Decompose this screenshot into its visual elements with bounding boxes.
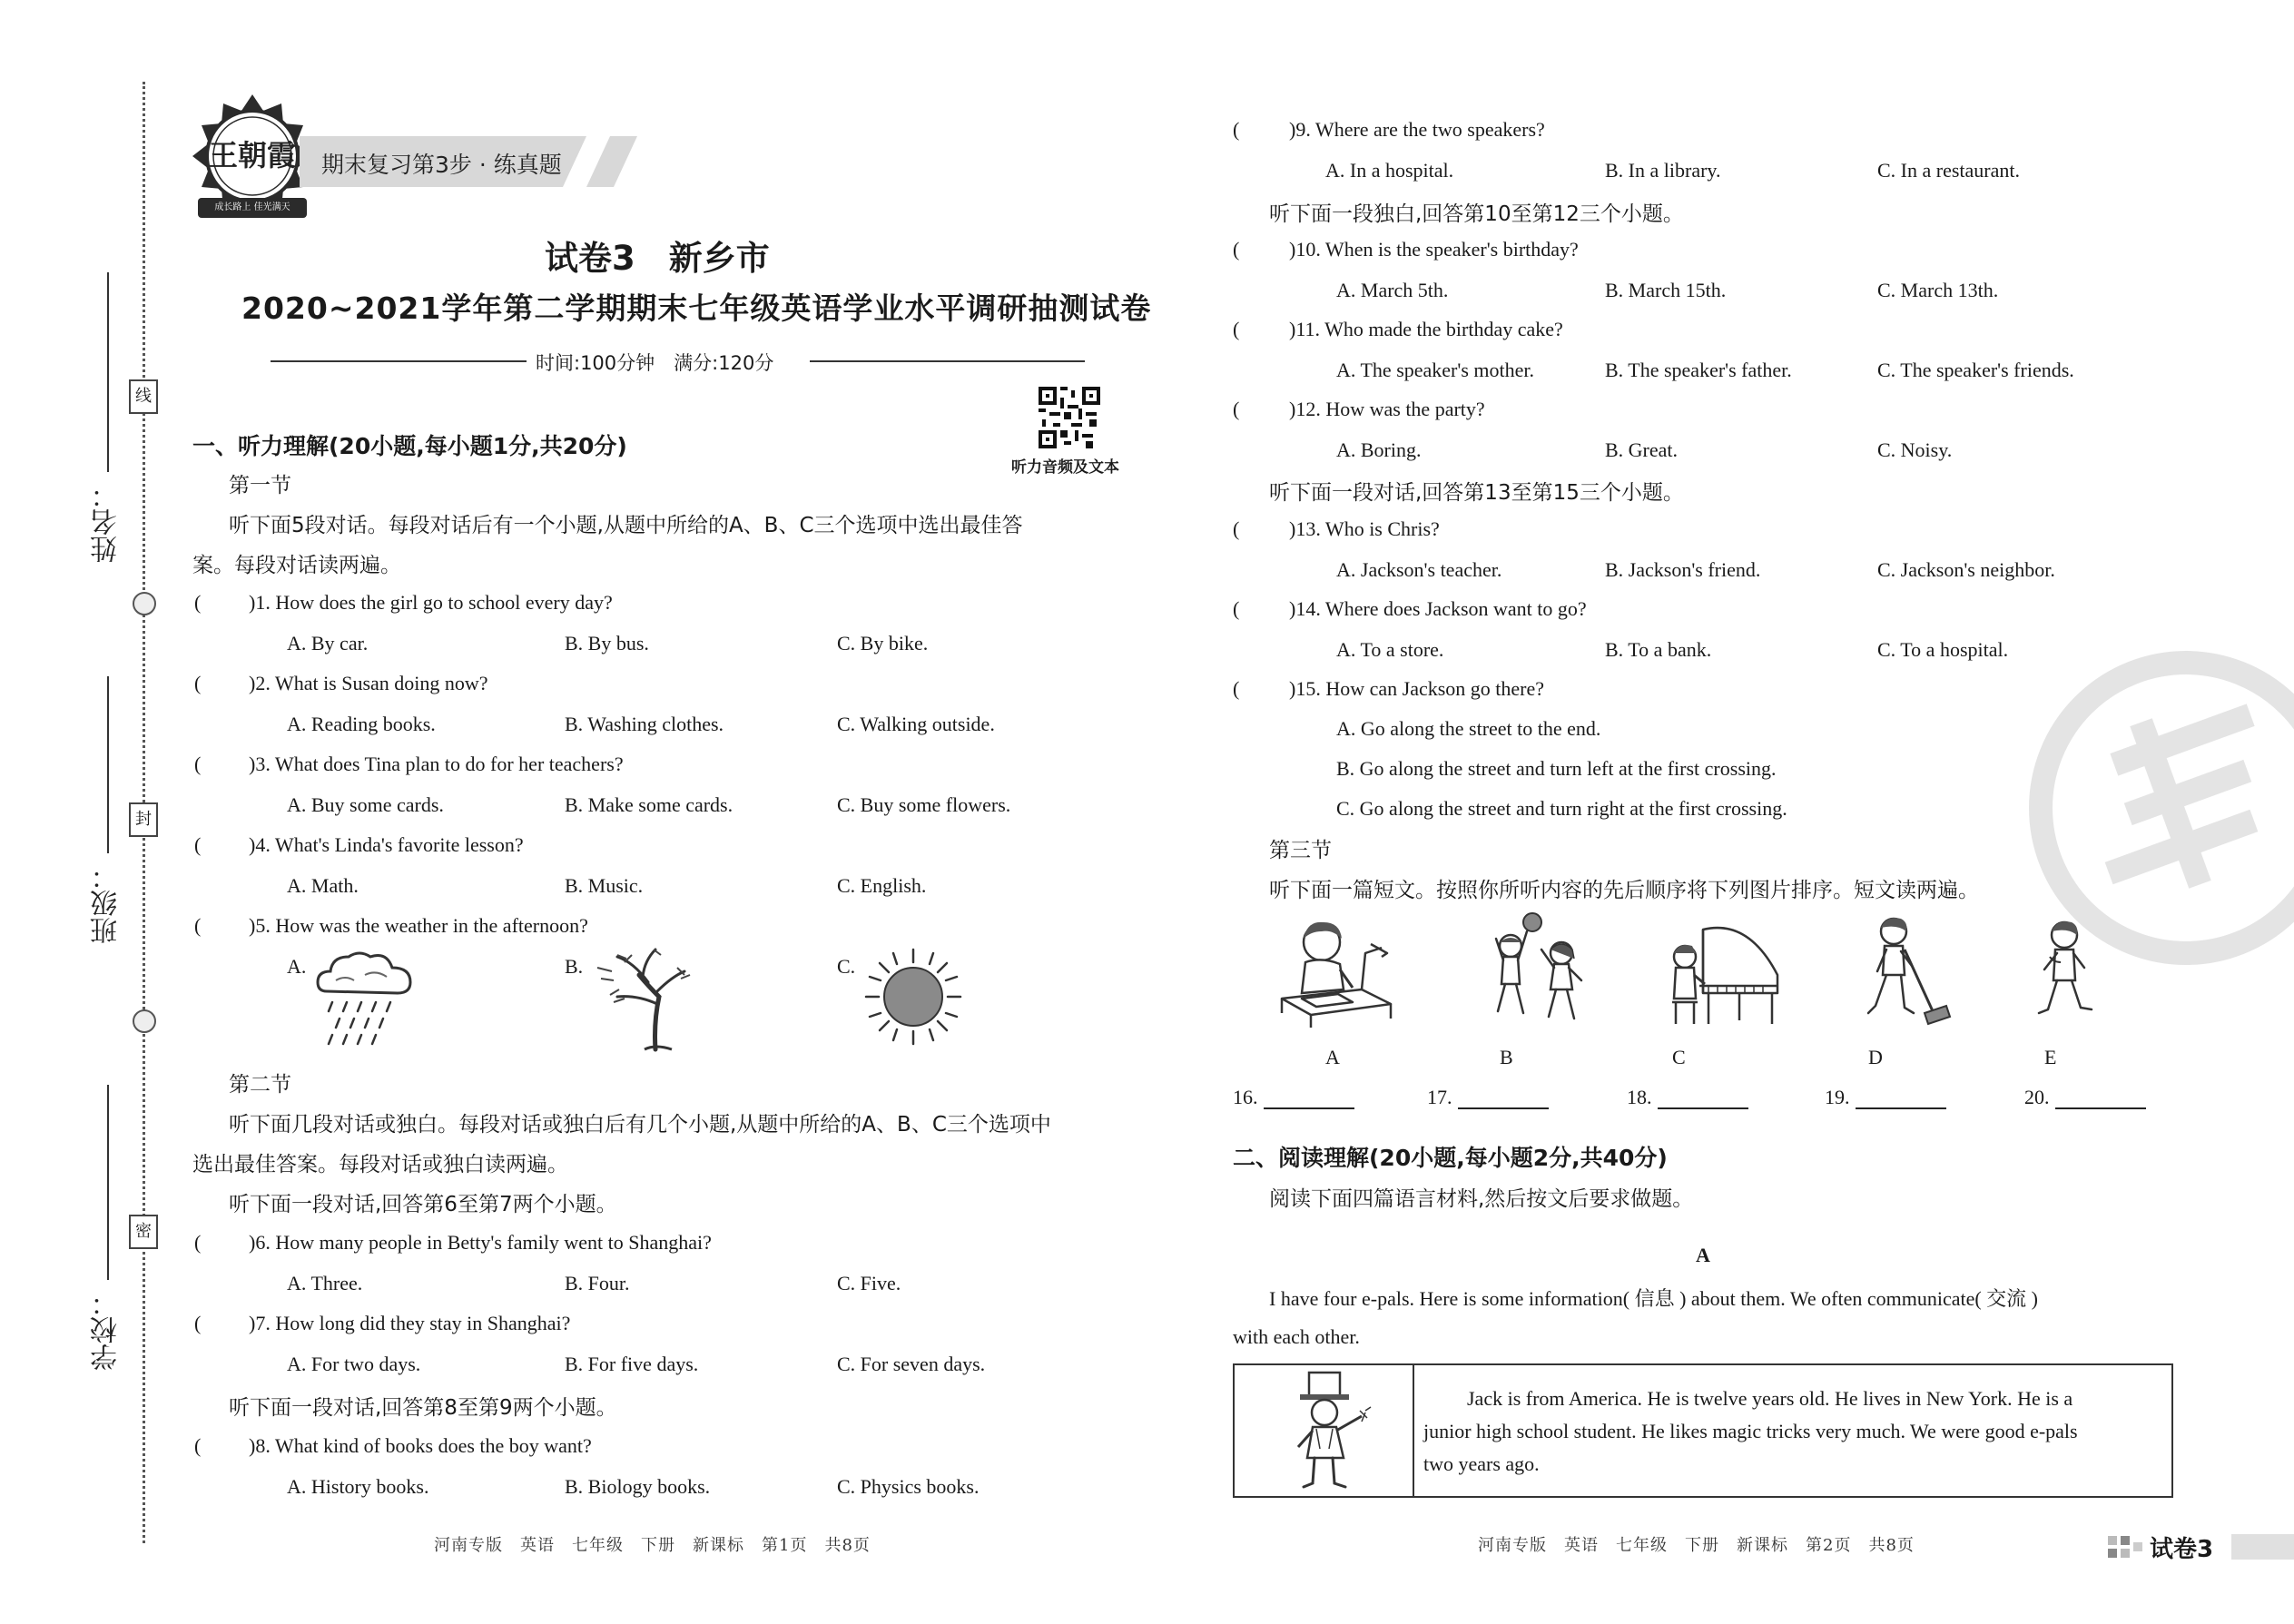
- option-a: A. Go along the street to the end.: [1336, 717, 1601, 740]
- section3-label: 第三节: [1269, 839, 1332, 862]
- option-c: C. Go along the street and turn right at the first crossing.: [1336, 797, 1787, 820]
- option-b: B. Go along the street and turn left at the first crossing.: [1336, 757, 1777, 780]
- answer-bracket[interactable]: (: [194, 833, 202, 856]
- section1-instructions: 听下面5段对话。每段对话后有一个小题,从题中所给的A、B、C三个选项中选出最佳答: [229, 514, 1023, 537]
- name-label: 姓名：: [91, 481, 123, 563]
- windy-tree-icon: [590, 940, 697, 1053]
- option-c: C.: [837, 955, 856, 978]
- sun-icon: [862, 946, 964, 1048]
- boy-sweeping-icon: [1845, 911, 1954, 1029]
- question-text: )15. How can Jackson go there?: [1289, 677, 1545, 700]
- picture-label-e: E: [2044, 1046, 2057, 1068]
- option-b: B. Biology books.: [565, 1475, 711, 1498]
- answer-bracket[interactable]: (: [1233, 238, 1240, 261]
- binding-knot-icon: [133, 592, 156, 615]
- logo-ribbon: 成长路上 佳光满天: [214, 202, 290, 212]
- question-text: )10. When is the speaker's birthday?: [1289, 238, 1579, 261]
- option-c: C. Physics books.: [837, 1475, 980, 1498]
- school-field[interactable]: [107, 1085, 109, 1280]
- option-a: A. Three.: [287, 1272, 363, 1294]
- option-c: C. To a hospital.: [1877, 638, 2009, 661]
- jack-line-2: junior high school student. He likes magic tricks very much. We were good e-pals: [1423, 1420, 2078, 1442]
- option-b: B. March 15th.: [1605, 279, 1727, 301]
- paper-title: 试卷3 新乡市: [545, 239, 770, 278]
- option-b: B. Music.: [565, 874, 644, 897]
- qr-caption: 听力音频及文本: [1011, 458, 1119, 477]
- question-text: )5. How was the weather in the afternoon?: [249, 914, 588, 937]
- option-c: C. The speaker's friends.: [1877, 359, 2074, 381]
- question-text: )12. How was the party?: [1289, 398, 1485, 420]
- option-c: C. Five.: [837, 1272, 901, 1294]
- review-banner: [300, 136, 637, 187]
- option-b: B. To a bank.: [1605, 638, 1712, 661]
- intro-q6-q7: 听下面一段对话,回答第6至第7两个小题。: [229, 1193, 617, 1216]
- boy-studying-icon: [1275, 911, 1398, 1029]
- time-info: 时间:100分钟 满分:120分: [536, 352, 774, 374]
- divider-right: [810, 360, 1085, 362]
- option-a: A. In a hospital.: [1325, 159, 1454, 182]
- answer-bracket[interactable]: (: [194, 1231, 202, 1254]
- answer-blank-19[interactable]: [1856, 1088, 1946, 1109]
- page-footer-left: 河南专版 英语 七年级 下册 新课标 第1页 共8页: [434, 1536, 871, 1555]
- qr-code[interactable]: [1039, 387, 1100, 448]
- option-c: C. In a restaurant.: [1877, 159, 2020, 182]
- corner-label: 试卷3: [2150, 1536, 2214, 1563]
- option-c: C. Buy some flowers.: [837, 793, 1011, 816]
- section1-instructions-cont: 案。每段对话读两遍。: [192, 554, 401, 577]
- intro-q8-q9: 听下面一段对话,回答第8至第9两个小题。: [229, 1396, 617, 1420]
- option-a: A. For two days.: [287, 1353, 421, 1375]
- answer-number: 20.: [2024, 1086, 2050, 1108]
- option-a: A.: [287, 955, 307, 978]
- option-a: A. To a store.: [1336, 638, 1444, 661]
- answer-number: 16.: [1233, 1086, 1258, 1108]
- question-text: )13. Who is Chris?: [1289, 517, 1440, 540]
- question-text: )4. What's Linda's favorite lesson?: [249, 833, 524, 856]
- option-b: B. For five days.: [565, 1353, 699, 1375]
- section2-label: 第二节: [229, 1073, 291, 1097]
- answer-bracket[interactable]: (: [194, 914, 202, 937]
- answer-bracket[interactable]: (: [194, 753, 202, 775]
- class-field[interactable]: [107, 676, 109, 853]
- answer-blank-16[interactable]: [1264, 1088, 1354, 1109]
- answer-bracket[interactable]: (: [1233, 677, 1240, 700]
- passage-intro: I have four e-pals. Here is some information( 信息 ) about them. We often communicate( 交流 ): [1269, 1287, 2039, 1310]
- jack-line-1: Jack is from America. He is twelve years old. He lives in New York. He is a: [1467, 1387, 2073, 1410]
- option-b: B. Great.: [1605, 438, 1679, 461]
- piano-player-icon: [1667, 911, 1785, 1029]
- section2-instructions-cont: 选出最佳答案。每段对话或独白读两遍。: [192, 1153, 568, 1176]
- question-text: )1. How does the girl go to school every day?: [249, 591, 613, 614]
- paper-subtitle: 2020~2021学年第二学期期末七年级英语学业水平调研抽测试卷: [241, 290, 1152, 326]
- option-b: B.: [565, 955, 584, 978]
- picture-label-b: B: [1500, 1046, 1513, 1068]
- option-a: A. The speaker's mother.: [1336, 359, 1535, 381]
- picture-label-c: C: [1672, 1046, 1686, 1068]
- option-b: B. By bus.: [565, 632, 649, 655]
- option-b: B. Four.: [565, 1272, 630, 1294]
- option-b: B. In a library.: [1605, 159, 1721, 182]
- question-text: )11. Who made the birthday cake?: [1289, 318, 1563, 340]
- answer-bracket[interactable]: (: [194, 672, 202, 694]
- answer-blank-20[interactable]: [2055, 1088, 2146, 1109]
- seal-line-mark: 线: [129, 379, 158, 414]
- question-text: )6. How many people in Betty's family went to Shanghai?: [249, 1231, 712, 1254]
- seal-mid-mark: 封: [129, 802, 158, 837]
- passage-letter: A: [1696, 1244, 1710, 1266]
- option-c: C. Walking outside.: [837, 713, 995, 735]
- answer-number: 18.: [1627, 1086, 1652, 1108]
- answer-bracket[interactable]: (: [194, 1434, 202, 1457]
- class-label: 班级：: [91, 862, 123, 944]
- question-text: )14. Where does Jackson want to go?: [1289, 597, 1587, 620]
- answer-number: 17.: [1427, 1086, 1452, 1108]
- option-a: A. By car.: [287, 632, 369, 655]
- option-b: B. Make some cards.: [565, 793, 733, 816]
- option-c: C. English.: [837, 874, 927, 897]
- rain-cloud-icon: [309, 944, 421, 1051]
- question-text: )2. What is Susan doing now?: [249, 672, 488, 694]
- answer-bracket[interactable]: (: [1233, 597, 1240, 620]
- corner-bar: [2231, 1534, 2294, 1560]
- answer-bracket[interactable]: (: [1233, 398, 1240, 420]
- answer-bracket[interactable]: (: [1233, 318, 1240, 340]
- section1-label: 第一节: [229, 474, 291, 497]
- page-footer-right: 河南专版 英语 七年级 下册 新课标 第2页 共8页: [1478, 1536, 1915, 1555]
- option-a: A. March 5th.: [1336, 279, 1449, 301]
- option-a: A. Reading books.: [287, 713, 436, 735]
- option-a: A. Math.: [287, 874, 359, 897]
- magician-boy-icon: [1271, 1371, 1376, 1491]
- seal-bottom-mark: 密: [129, 1215, 158, 1249]
- question-text: )7. How long did they stay in Shanghai?: [249, 1312, 571, 1334]
- option-b: B. Jackson's friend.: [1605, 558, 1761, 581]
- answer-bracket[interactable]: (: [1233, 118, 1240, 141]
- banner-text: 期末复习第3步 · 练真题: [321, 152, 562, 178]
- picture-label-a: A: [1325, 1046, 1340, 1068]
- qr-code-icon: [1039, 387, 1100, 448]
- checker-squares-icon: [2108, 1536, 2144, 1558]
- passage-intro-cont: with each other.: [1233, 1325, 1360, 1348]
- answer-bracket[interactable]: (: [194, 1312, 202, 1334]
- option-c: C. For seven days.: [837, 1353, 986, 1375]
- table-divider: [1413, 1365, 1414, 1496]
- option-c: C. By bike.: [837, 632, 929, 655]
- picture-label-d: D: [1868, 1046, 1883, 1068]
- name-field[interactable]: [107, 272, 109, 472]
- question-text: )8. What kind of books does the boy want?: [249, 1434, 592, 1457]
- divider-left: [271, 360, 527, 362]
- part1-title: 一、听力理解(20小题,每小题1分,共20分): [192, 433, 627, 459]
- answer-blank-18[interactable]: [1658, 1088, 1748, 1109]
- part2-title: 二、阅读理解(20小题,每小题2分,共40分): [1233, 1145, 1668, 1171]
- option-a: A. History books.: [287, 1475, 429, 1498]
- option-b: B. The speaker's father.: [1605, 359, 1792, 381]
- intro-q10-q12: 听下面一段独白,回答第10至第12三个小题。: [1269, 202, 1684, 226]
- option-c: C. Noisy.: [1877, 438, 1953, 461]
- logo-text: 王朝霞: [208, 138, 296, 172]
- corner-tag: [2108, 1530, 2294, 1561]
- answer-bracket[interactable]: (: [1233, 517, 1240, 540]
- kids-basketball-icon: [1483, 911, 1592, 1029]
- intro-q13-q15: 听下面一段对话,回答第13至第15三个小题。: [1269, 481, 1684, 505]
- option-b: B. Washing clothes.: [565, 713, 724, 735]
- boy-walking-icon: [2017, 911, 2108, 1029]
- option-c: C. Jackson's neighbor.: [1877, 558, 2055, 581]
- answer-bracket[interactable]: (: [194, 591, 202, 614]
- jack-line-3: two years ago.: [1423, 1452, 1540, 1475]
- section2-instructions: 听下面几段对话或独白。每段对话或独白后有几个小题,从题中所给的A、B、C三个选项中: [229, 1113, 1051, 1137]
- part2-instructions: 阅读下面四篇语言材料,然后按文后要求做题。: [1269, 1187, 1694, 1211]
- school-label: 学校：: [91, 1289, 123, 1371]
- question-text: )9. Where are the two speakers?: [1289, 118, 1545, 141]
- question-text: )3. What does Tina plan to do for her teachers?: [249, 753, 624, 775]
- option-c: C. March 13th.: [1877, 279, 1999, 301]
- section3-instructions: 听下面一篇短文。按照你所听内容的先后顺序将下列图片排序。短文读两遍。: [1269, 879, 1979, 902]
- answer-blank-17[interactable]: [1458, 1088, 1549, 1109]
- answer-number: 19.: [1825, 1086, 1850, 1108]
- option-a: A. Buy some cards.: [287, 793, 444, 816]
- option-a: A. Jackson's teacher.: [1336, 558, 1502, 581]
- option-a: A. Boring.: [1336, 438, 1422, 461]
- binding-knot-icon: [133, 1009, 156, 1033]
- epal-table: [1233, 1363, 2173, 1498]
